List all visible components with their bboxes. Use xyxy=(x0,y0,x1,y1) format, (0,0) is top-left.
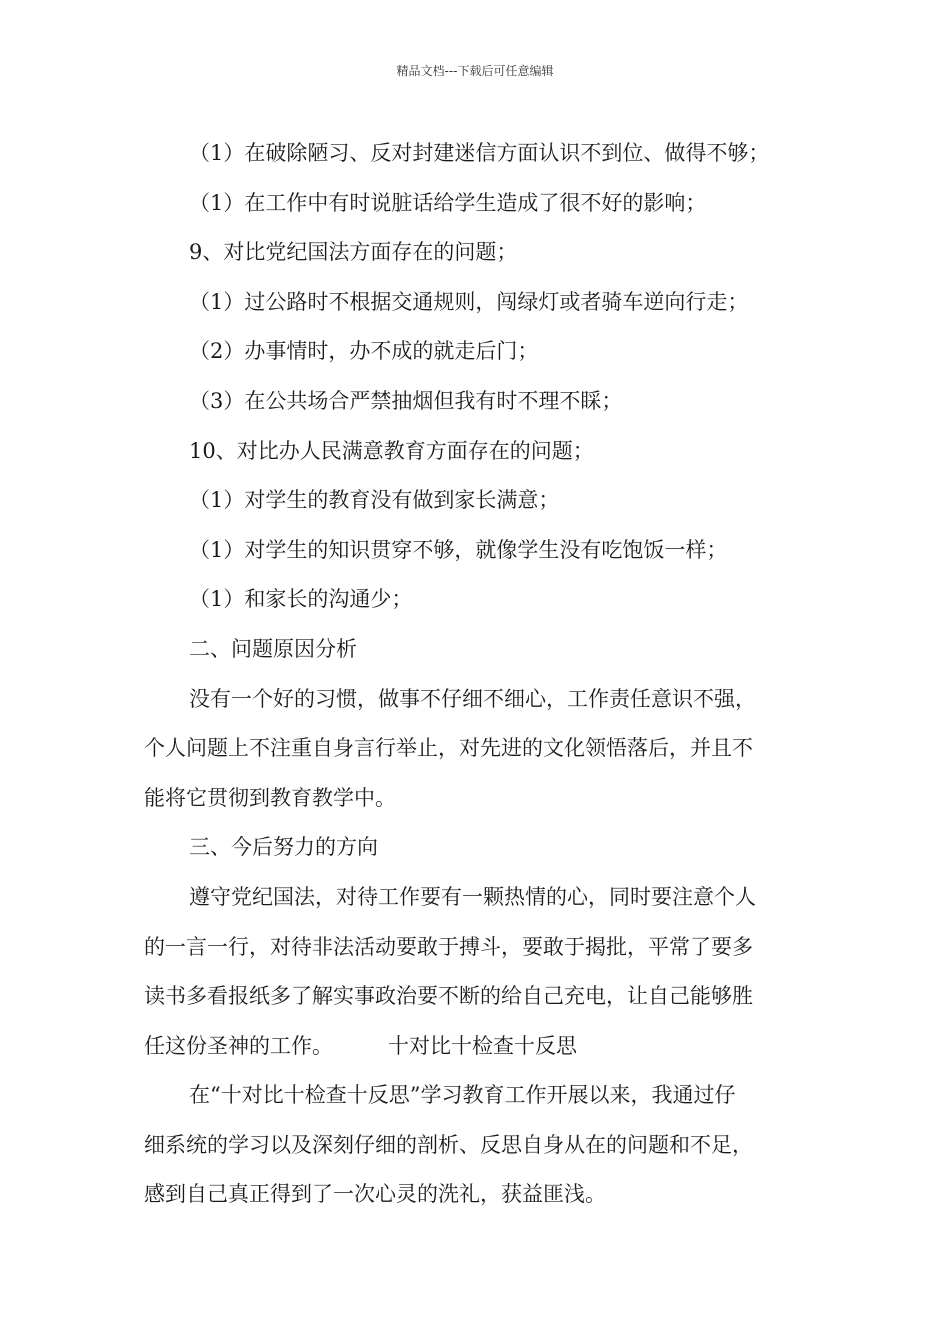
document-body xyxy=(144,129,808,1220)
list-item: （1）在破除陋习、反对封建迷信方面认识不到位、做得不够； xyxy=(189,141,770,165)
paragraph-line: 没有一个好的习惯，做事不仔细不细心，工作责任意识不强， xyxy=(189,686,756,711)
paragraph-text: 任这份圣神的工作。 xyxy=(144,1033,333,1058)
document-title: 十对比十检查十反思 xyxy=(388,1033,577,1058)
page-header: 精品文档---下载后可任意编辑 xyxy=(396,64,554,78)
list-item: （1）对学生的教育没有做到家长满意； xyxy=(189,488,560,513)
list-item: （1）和家长的沟通少； xyxy=(189,587,413,612)
list-item: （3）在公共场合严禁抽烟但我有时不理不睬； xyxy=(189,388,623,413)
paragraph-line: 遵守党纪国法，对待工作要有一颗热情的心，同时要注意个人 xyxy=(189,884,756,909)
paragraph-line: 细系统的学习以及深刻仔细的剖析、反思自身从在的问题和不足， xyxy=(144,1132,753,1157)
paragraph-line: 能将它贯彻到教育教学中。 xyxy=(144,785,396,810)
list-item: （1）对学生的知识贯穿不够，就像学生没有吃饱饭一样； xyxy=(189,537,728,562)
list-item: （1）过公路时不根据交通规则，闯绿灯或者骑车逆向行走； xyxy=(189,289,749,314)
section-heading: 10、对比办人民满意教育方面存在的问题； xyxy=(189,438,594,463)
section-heading: 三、今后努力的方向 xyxy=(189,835,378,860)
paragraph-line: 的一言一行，对待非法活动要敢于搏斗，要敢于揭批，平常了要多 xyxy=(144,934,753,959)
section-heading: 9、对比党纪国法方面存在的问题； xyxy=(189,240,518,265)
list-item: （1）在工作中有时说脏话给学生造成了很不好的影响； xyxy=(189,190,707,215)
paragraph-line xyxy=(144,1022,808,1072)
paragraph-line: 在“十对比十检查十反思”学习教育工作开展以来，我通过仔 xyxy=(189,1083,736,1108)
list-item: （2）办事情时，办不成的就走后门； xyxy=(189,339,539,364)
paragraph-line: 感到自己真正得到了一次心灵的洗礼，获益匪浅。 xyxy=(144,1182,606,1207)
paragraph-line: 个人问题上不注重自身言行举止，对先进的文化领悟落后，并且不 xyxy=(144,736,753,761)
paragraph-line: 读书多看报纸多了解实事政治要不断的给自己充电，让自己能够胜 xyxy=(144,984,753,1009)
section-heading: 二、问题原因分析 xyxy=(189,636,357,661)
